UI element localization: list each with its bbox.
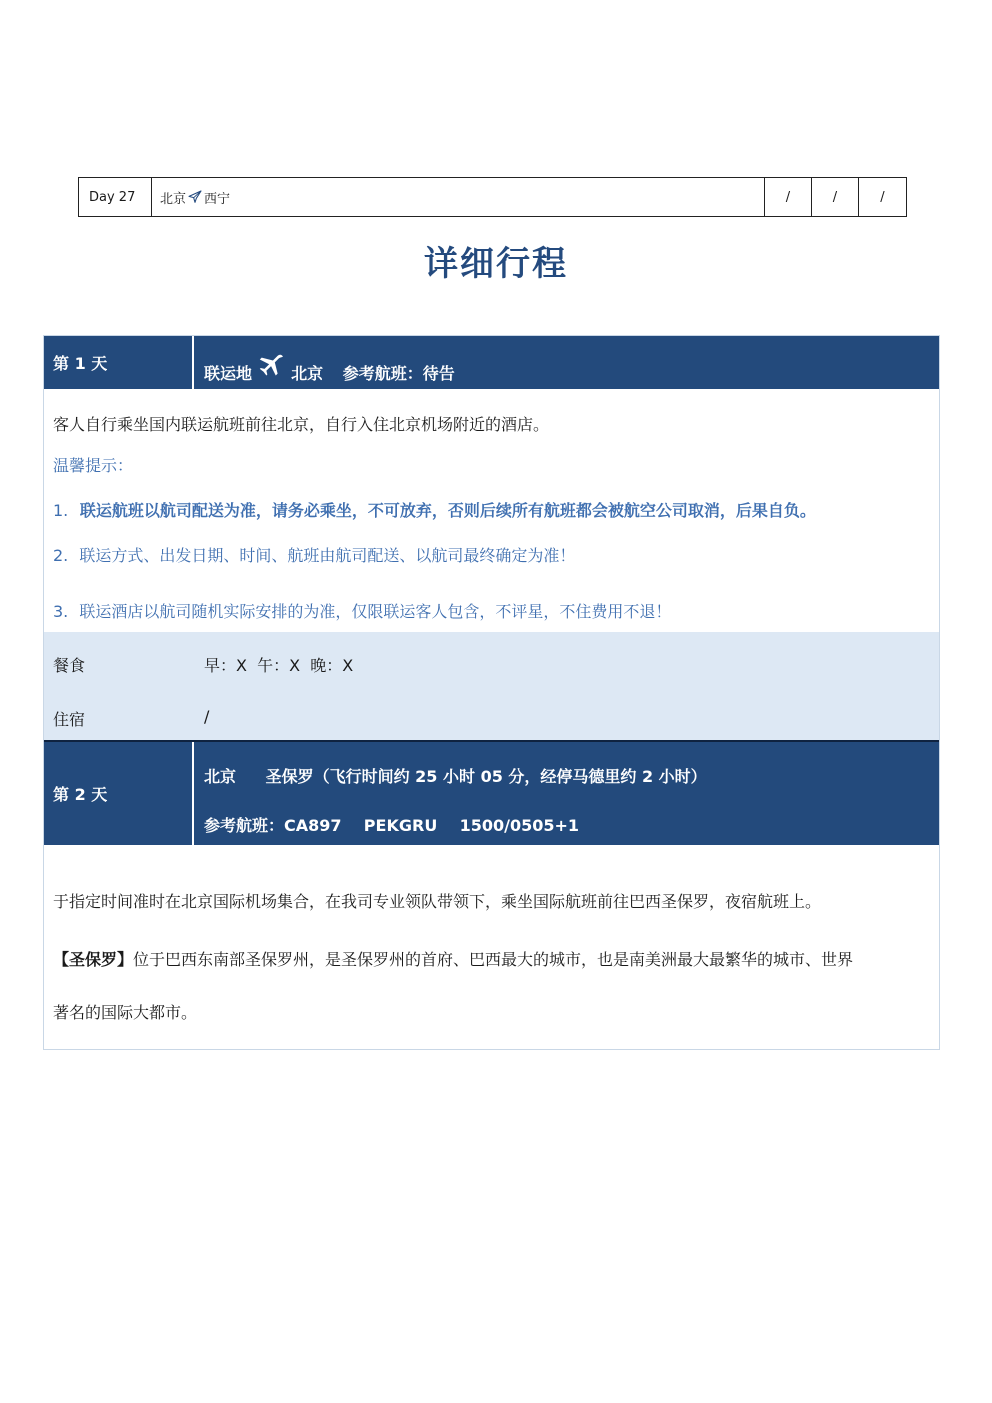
summary-route — [152, 178, 765, 216]
meals-label: 餐食 — [53, 656, 86, 675]
day1-info — [196, 336, 939, 389]
summary-route-to: 西宁 — [204, 191, 231, 207]
summary-table — [78, 177, 907, 217]
meals-value: 早：X 午：X 晚：X — [204, 656, 354, 675]
day2-route-to: 圣保罗（飞行时间约 25 小时 05 分，经停马德里约 2 小时） — [265, 767, 707, 786]
tip-1-text: 联运航班以航司配送为准，请务必乘坐，不可放弃，否则后续所有航班都会被航空公司取消，后果自负。 — [79, 501, 816, 520]
sao-paulo-intro — [53, 947, 853, 970]
summary-col-3: / — [880, 189, 885, 205]
hotel-value: / — [204, 707, 210, 726]
tip-2 — [53, 543, 575, 566]
tip-2-text: 联运方式、出发日期、时间、航班由航司配送、以航司最终确定为准！ — [79, 546, 576, 565]
summary-col-1: / — [765, 178, 812, 216]
summary-route-from: 北京 — [160, 191, 187, 207]
tip-3-num: 3. — [53, 602, 69, 621]
page-title: 详细行程 — [424, 244, 568, 284]
day2-description: 于指定时间准时在北京国际机场集合，在我司专业领队带领下，乘坐国际航班前往巴西圣保罗，夜宿航班上。 — [53, 892, 822, 911]
airplane-icon — [187, 189, 203, 205]
day2-header — [44, 740, 939, 845]
day1-description: 客人自行乘坐国内联运航班前往北京，自行入住北京机场附近的酒店。 — [53, 415, 550, 434]
tip-2-num: 2. — [53, 546, 69, 565]
tip-3-text: 联运酒店以航司随机实际安排的为准，仅限联运客人包含，不评星，不住费用不退！ — [79, 602, 672, 621]
sao-paulo-highlight: 【圣保罗】 — [53, 950, 134, 969]
sao-paulo-text: 位于巴西东南部圣保罗州，是圣保罗州的首府、巴西最大的城市，也是南美洲最大最繁华的城市、世界 — [133, 950, 854, 969]
tip-3 — [53, 599, 671, 622]
summary-day: Day 27 — [79, 178, 152, 216]
day1-header — [44, 336, 939, 389]
itinerary-table — [43, 335, 940, 1050]
day2-route-from: 北京 — [204, 767, 237, 786]
tips-title: 温馨提示： — [53, 456, 134, 475]
day2-label: 第 2 天 — [44, 742, 194, 845]
day2-flight: 参考航班：CA897 PEKGRU 1500/0505+1 — [204, 816, 580, 835]
airplane-icon — [257, 352, 287, 382]
tip-1-num: 1. — [53, 501, 69, 520]
hotel-label: 住宿 — [53, 710, 86, 729]
summary-col-2: / — [812, 178, 859, 216]
sao-paulo-text-cont: 著名的国际大都市。 — [53, 1003, 198, 1022]
day1-flight: 参考航班：待告 — [342, 364, 455, 383]
meals-hotel-section — [44, 632, 939, 740]
day1-label: 第 1 天 — [44, 336, 194, 389]
day1-from: 联运地 — [204, 364, 253, 383]
day1-to: 北京 — [291, 364, 324, 383]
tip-1 — [53, 498, 816, 521]
day2-info — [196, 742, 939, 845]
